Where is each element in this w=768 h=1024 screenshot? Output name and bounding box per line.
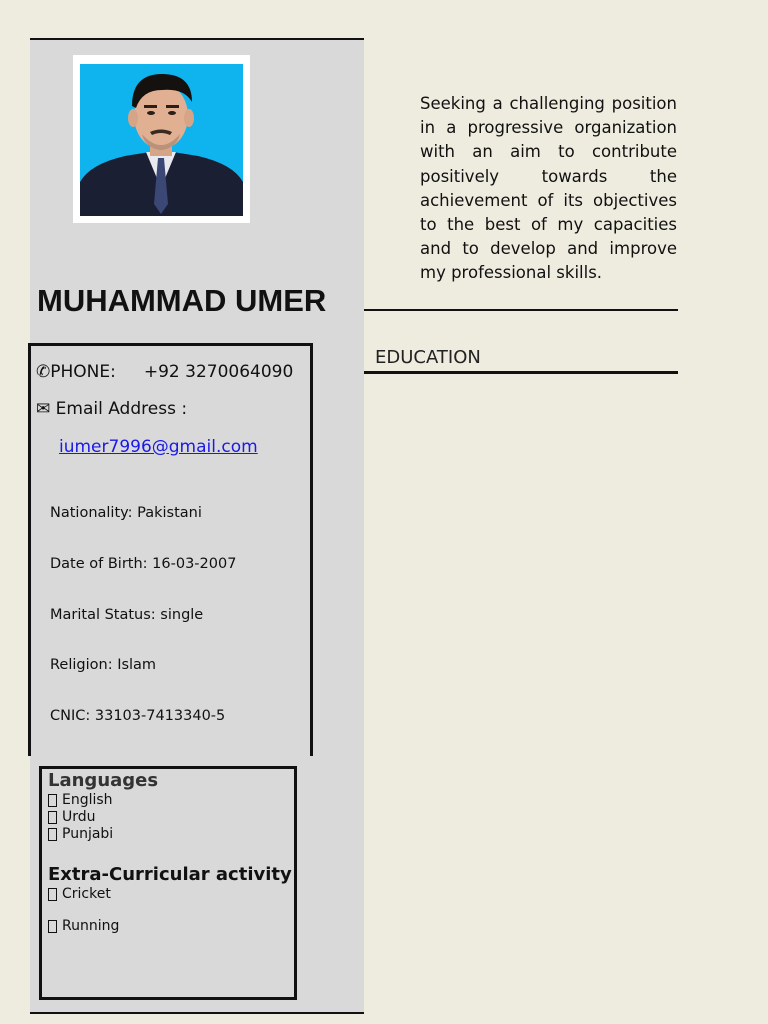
religion-field: Religion: Islam <box>50 657 157 673</box>
date-of-birth-field: Date of Birth: 16-03-2007 <box>50 556 237 572</box>
education-divider <box>364 371 678 374</box>
phone-icon: ✆ <box>36 362 51 382</box>
phone-line <box>36 362 293 382</box>
profile-photo <box>73 55 250 223</box>
objective-divider <box>364 309 678 311</box>
cnic-field: CNIC: 33103-7413340-5 <box>50 708 226 724</box>
list-item: English <box>48 792 113 808</box>
sidebar-top-rule <box>30 38 364 40</box>
email-label-line <box>36 399 187 419</box>
bullet-box-icon <box>48 888 57 901</box>
list-item: Urdu <box>48 809 96 825</box>
marital-status-field: Marital Status: single <box>50 607 204 623</box>
profile-photo-image <box>80 64 243 216</box>
career-objective: Seeking a challenging position in a progressive organization with an aim to contribute positively towards the achievement of its objectives to the best of my capacities and to develop and improve my professional skills. <box>420 94 677 283</box>
email-label: Email Address : <box>55 399 188 419</box>
applicant-name: MUHAMMAD UMER <box>37 283 327 318</box>
extracurricular-heading: Extra-Curricular activity <box>48 864 292 885</box>
list-item: Cricket <box>48 886 111 902</box>
languages-heading: Languages <box>48 770 159 791</box>
list-item: Punjabi <box>48 826 113 842</box>
bullet-box-icon <box>48 811 57 824</box>
phone-value: +92 3270064090 <box>143 362 294 382</box>
email-link[interactable]: iumer7996@gmail.com <box>59 437 258 457</box>
bullet-box-icon <box>48 920 57 933</box>
education-heading: EDUCATION <box>375 347 481 368</box>
bullet-box-icon <box>48 828 57 841</box>
list-item: Running <box>48 918 119 934</box>
nationality-field: Nationality: Pakistani <box>50 505 202 521</box>
phone-label: PHONE: <box>50 362 116 382</box>
envelope-icon: ✉ <box>36 399 51 419</box>
bullet-box-icon <box>48 794 57 807</box>
sidebar-bottom-rule <box>30 1012 364 1014</box>
